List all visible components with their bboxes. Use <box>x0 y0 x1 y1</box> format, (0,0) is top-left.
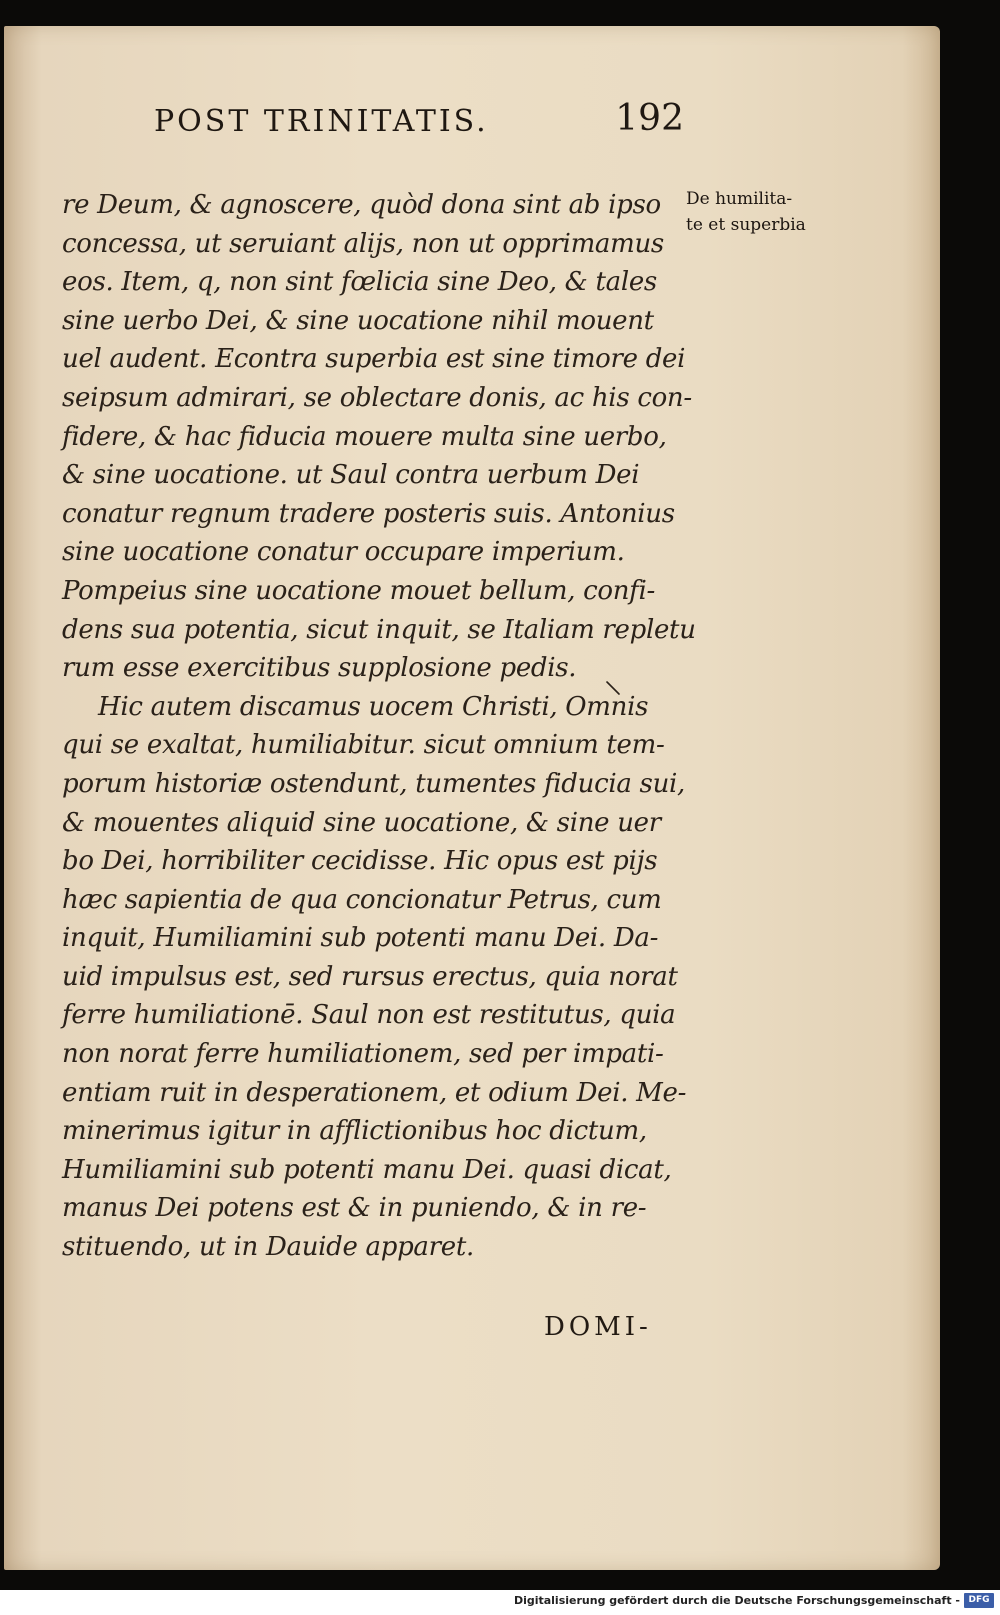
text-line: dens sua potentia, sicut inquit, se Italiam repletu <box>62 614 696 645</box>
page-number: 192 <box>615 98 684 139</box>
text-line: sine uocatione conatur occupare imperium. <box>62 537 625 568</box>
text-line: manus Dei potens est & in puniendo, & in re- <box>62 1193 647 1224</box>
page-header <box>154 98 684 154</box>
handwritten-mark <box>604 678 624 698</box>
paragraph-start-line: Hic autem discamus uocem Christi, Omnis <box>98 691 649 722</box>
text-line: non norat ferre humiliationem, sed per impati- <box>62 1039 664 1070</box>
text-line: qui se exaltat, humiliabitur. sicut omnium tem- <box>62 730 665 761</box>
text-line: hæc sapientia de qua concionatur Petrus, cum <box>62 884 662 915</box>
text-line: conatur regnum tradere posteris suis. Antonius <box>62 498 675 529</box>
text-line: minerimus igitur in afflictionibus hoc dictum, <box>62 1116 647 1147</box>
text-line: bo Dei, horribiliter cecidisse. Hic opus est pijs <box>62 846 658 877</box>
text-line: fidere, & hac fiducia mouere multa sine uerbo, <box>62 421 667 452</box>
text-line: eos. Item, q, non sint fœlicia sine Deo, & tales <box>62 267 657 298</box>
book-page <box>4 26 940 1570</box>
text-line: concessa, ut seruiant alijs, non ut opprimamus <box>62 228 664 259</box>
text-line: porum historiæ ostendunt, tumentes fiducia sui, <box>62 768 685 799</box>
text-line: seipsum admirari, se oblectare donis, ac his con- <box>62 382 692 413</box>
text-line: uel audent. Econtra superbia est sine timore dei <box>62 344 686 375</box>
funding-credit: Digitalisierung gefördert durch die Deutsche Forschungsgemeinschaft - <box>513 1594 960 1607</box>
text-line: & sine uocatione. ut Saul contra uerbum Dei <box>62 460 640 491</box>
text-line: & mouentes aliquid sine uocatione, & sine uer <box>62 807 661 838</box>
marginal-note-line: te et superbia <box>686 215 806 235</box>
running-head: POST TRINITATIS. <box>154 104 489 139</box>
text-line: Humiliamini sub potenti manu Dei. quasi dicat, <box>62 1154 672 1185</box>
catchword-area <box>544 1312 674 1352</box>
dfg-logo-icon: DFG <box>964 1593 994 1608</box>
catchword: DOMI- <box>544 1312 652 1342</box>
text-line: ferre humiliationē. Saul non est restitutus, quia <box>62 1000 676 1031</box>
text-line: stituendo, ut in Dauide apparet. <box>62 1232 474 1263</box>
text-line: Pompeius sine uocatione mouet bellum, confi- <box>62 575 656 606</box>
marginal-note-line: De humilita- <box>686 189 793 209</box>
text-line: re Deum, & agnoscere, quòd dona sint ab ipso <box>62 190 661 220</box>
text-line: uid impulsus est, sed rursus erectus, quia norat <box>62 961 678 992</box>
marginal-note <box>686 186 836 238</box>
text-line: sine uerbo Dei, & sine uocatione nihil mouent <box>62 305 654 336</box>
text-line: inquit, Humiliamini sub potenti manu Dei. Da- <box>62 923 659 954</box>
body-text <box>62 186 696 1267</box>
text-line: entiam ruit in desperationem, et odium Dei. Me- <box>62 1077 687 1108</box>
footer <box>0 1590 1000 1615</box>
text-line: rum esse exercitibus supplosione pedis. <box>62 653 577 684</box>
